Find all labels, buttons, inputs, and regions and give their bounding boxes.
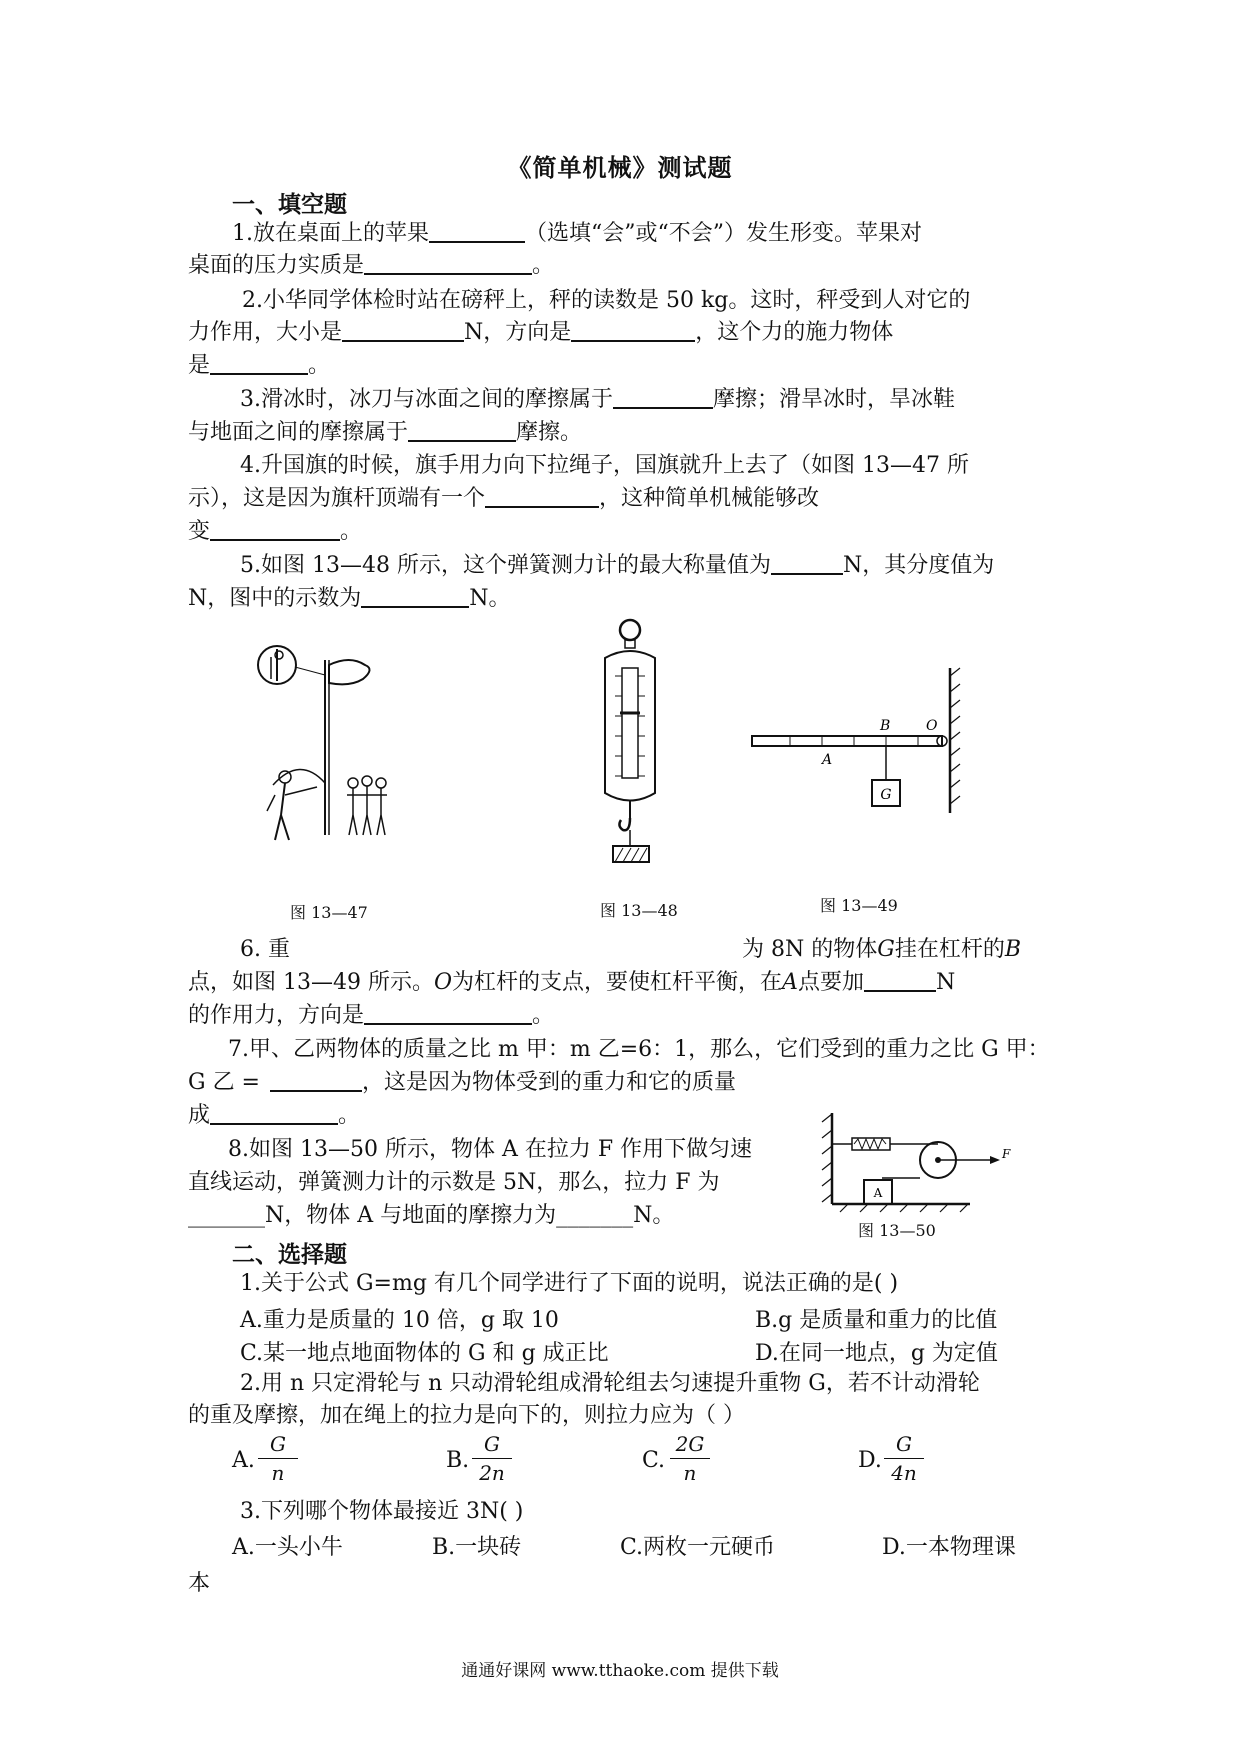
- q6-text-e: 为杠杆的支点，要使杠杆平衡，在: [452, 970, 783, 995]
- q5-blank-2: [361, 584, 469, 608]
- label-block-a: A: [873, 1186, 883, 1200]
- c3-option-d: D.一本物理课: [882, 1535, 1016, 1560]
- c1-option-c: C.某一地点地面物体的 G 和 g 成正比: [240, 1341, 609, 1366]
- q7-blank-2: [210, 1101, 338, 1125]
- c2-option-c-fraction: [670, 1432, 710, 1485]
- c1-option-d: D.在同一地点，g 为定值: [755, 1341, 998, 1366]
- caption-13-47: 图 13—47: [290, 903, 368, 922]
- q6-text-h: 的作用力，方向是: [188, 1003, 365, 1028]
- caption-13-48: 图 13—48: [600, 901, 678, 920]
- q7-line2: [188, 1067, 736, 1099]
- c2-a-denominator: n: [271, 1461, 285, 1485]
- q7-text-b: ，这是因为物体受到的重力和它的质量: [362, 1070, 737, 1095]
- q6-line1-right: [742, 934, 1021, 966]
- figure-13-47-flag-raising: [255, 635, 400, 845]
- q6-text-c: 挂在杠杆的: [894, 937, 1005, 962]
- q8-line1: 8.如图 13—50 所示，物体 A 在拉力 F 作用下做匀速: [228, 1137, 753, 1162]
- q6-line2: [188, 967, 955, 999]
- q6-line3: [188, 1000, 554, 1032]
- c2-b-numerator: G: [472, 1432, 512, 1459]
- q8-line3: _______N，物体 A 与地面的摩擦力为_______N。: [188, 1203, 675, 1228]
- q2-text-c: ，这个力的施力物体: [695, 320, 894, 345]
- q6-text-a: 6. 重: [240, 937, 290, 962]
- q1-text-d: 。: [532, 253, 555, 278]
- q3-text-b: 摩擦；滑旱冰时，旱冰鞋: [713, 387, 956, 412]
- q7-blank-1: [270, 1068, 362, 1092]
- q7-text-a: G 乙 =: [188, 1070, 260, 1095]
- section-heading-fill-in: 一、填空题: [232, 191, 347, 218]
- c2-line1: 2.用 n 只定滑轮与 n 只动滑轮组成滑轮组去匀速提升重物 G，若不计动滑轮: [240, 1371, 980, 1396]
- c2-d-denominator: 4n: [891, 1461, 917, 1485]
- c2-c-numerator: 2G: [670, 1432, 710, 1459]
- caption-13-50: 图 13—50: [858, 1221, 936, 1240]
- q6-var-a: A: [782, 970, 798, 995]
- q6-text-b: 为 8N 的物体: [742, 937, 878, 962]
- q7-text-d: 。: [338, 1103, 361, 1128]
- q1-text-c: 桌面的压力实质是: [188, 253, 365, 278]
- caption-13-49: 图 13—49: [820, 896, 898, 915]
- q8-line2: 直线运动，弹簧测力计的示数是 5N，那么，拉力 F 为: [188, 1170, 720, 1195]
- c2-c-denominator: n: [683, 1461, 697, 1485]
- c1-stem: 1.关于公式 G=mg 有几个同学进行了下面的说明，说法正确的是( ): [240, 1271, 899, 1296]
- lever-bar: [752, 736, 942, 746]
- q2-line2: [188, 317, 893, 349]
- q5-line1: [240, 550, 994, 582]
- q4-line3: [188, 516, 362, 548]
- q4-line2: [188, 483, 819, 515]
- q4-text-c: 变: [188, 519, 211, 544]
- q1-text-b: （选填“会”或“不会”）发生形变。苹果对: [525, 221, 922, 246]
- q4-text-a: 示），这是因为旗杆顶端有一个: [188, 486, 486, 511]
- q7-text-c: 成: [188, 1103, 211, 1128]
- c2-option-d-label: D.: [858, 1448, 882, 1473]
- q6-line1: [240, 934, 290, 966]
- q2-blank-2: [571, 318, 695, 342]
- scale-ring: [620, 620, 640, 640]
- figure-13-50-pulley: [820, 1108, 1020, 1218]
- q3-text-c: 与地面之间的摩擦属于: [188, 420, 409, 445]
- c2-option-a-label: A.: [232, 1448, 255, 1473]
- q6-blank-2: [364, 1001, 532, 1025]
- label-f: F: [1002, 1147, 1011, 1161]
- c2-option-b-fraction: [472, 1432, 512, 1485]
- q5-text-c: N，图中的示数为: [188, 586, 362, 611]
- label-o: O: [926, 718, 938, 734]
- c2-a-numerator: G: [258, 1432, 298, 1459]
- c3-option-a: A.一头小牛: [232, 1535, 343, 1560]
- figure-13-48-spring-scale: [595, 618, 665, 873]
- q1-line2: [188, 250, 554, 282]
- q3-text-d: 摩擦。: [516, 420, 583, 445]
- c1-option-b: B.g 是质量和重力的比值: [755, 1308, 998, 1333]
- q2-blank-1: [342, 318, 464, 342]
- q7-line3: [188, 1100, 360, 1132]
- q3-blank-2: [408, 418, 516, 442]
- q1-blank-1: [429, 219, 525, 243]
- q6-text-f: 点要加: [797, 970, 864, 995]
- q3-text-a: 3.滑冰时，冰刀与冰面之间的摩擦属于: [240, 387, 613, 412]
- c1-option-a: A.重力是质量的 10 倍，g 取 10: [240, 1308, 559, 1333]
- c3-stem: 3.下列哪个物体最接近 3N( ): [240, 1499, 524, 1524]
- q6-blank-1: [864, 968, 936, 992]
- q3-line1: [240, 384, 955, 416]
- q6-text-i: 。: [532, 1003, 555, 1028]
- q2-line1: 2.小华同学体检时站在磅秤上，秤的读数是 50 kg。这时，秤受到人对它的: [242, 288, 971, 313]
- q2-text-d: 是: [188, 353, 211, 378]
- c2-option-b-label: B.: [446, 1448, 470, 1473]
- q3-line2: [188, 417, 582, 449]
- q2-text-e: 。: [308, 353, 331, 378]
- q6-text-g: N: [935, 970, 956, 995]
- c3-option-c: C.两枚一元硬币: [620, 1535, 776, 1560]
- q4-blank-1: [485, 484, 599, 508]
- force-arrow: [990, 1156, 1000, 1164]
- q1-blank-2: [364, 251, 532, 275]
- q5-text-d: N。: [469, 586, 511, 611]
- c2-d-numerator: G: [884, 1432, 924, 1459]
- footer-download-note: 通通好课网 www.tthaoke.com 提供下载: [461, 1661, 779, 1681]
- standing-soldiers: [347, 776, 387, 835]
- scale-hook: [619, 818, 630, 830]
- c2-option-d-fraction: [884, 1432, 924, 1485]
- q5-text-a: 5.如图 13—48 所示，这个弹簧测力计的最大称量值为: [240, 553, 771, 578]
- figure-13-49-lever: [750, 648, 980, 833]
- page-title: 《简单机械》测试题: [507, 153, 733, 182]
- q2-text-b: N，方向是: [464, 320, 572, 345]
- q3-blank-1: [613, 385, 713, 409]
- q6-var-o: O: [433, 970, 453, 995]
- q6-var-b: B: [1004, 937, 1021, 962]
- label-g: G: [880, 787, 892, 803]
- q4-line1: 4.升国旗的时候，旗手用力向下拉绳子，国旗就升上去了（如图 13—47 所: [240, 453, 969, 478]
- q4-text-d: 。: [340, 519, 363, 544]
- c2-b-denominator: 2n: [479, 1461, 505, 1485]
- q5-text-b: N，其分度值为: [842, 553, 995, 578]
- section-heading-choice: 二、选择题: [232, 1241, 347, 1268]
- flag: [329, 660, 370, 684]
- q2-line3: [188, 350, 330, 382]
- q6-var-g: G: [877, 937, 895, 962]
- q7-line1: 7.甲、乙两物体的质量之比 m 甲：m 乙=6：1，那么，它们受到的重力之比 G 甲：: [228, 1037, 1050, 1062]
- c2-line2: 的重及摩擦，加在绳上的拉力是向下的，则拉力应为（ ）: [188, 1403, 745, 1428]
- label-a: A: [822, 752, 833, 768]
- q1-text-a: 1.放在桌面上的苹果: [232, 221, 429, 246]
- q4-blank-2: [210, 517, 340, 541]
- q4-text-b: ，这种简单机械能够改: [599, 486, 820, 511]
- c3-option-b: B.一块砖: [432, 1535, 522, 1560]
- q5-line2: [188, 583, 511, 615]
- q6-text-d: 点，如图 13—49 所示。: [188, 970, 434, 995]
- q1-line1: [232, 218, 922, 250]
- q2-blank-3: [210, 351, 308, 375]
- q5-blank-1: [771, 551, 843, 575]
- c2-option-c-label: C.: [642, 1448, 666, 1473]
- q2-text-a: 力作用，大小是: [188, 320, 343, 345]
- c3-option-d-wrap: 本: [188, 1571, 211, 1596]
- label-b: B: [880, 718, 891, 734]
- c2-option-a-fraction: [258, 1432, 298, 1485]
